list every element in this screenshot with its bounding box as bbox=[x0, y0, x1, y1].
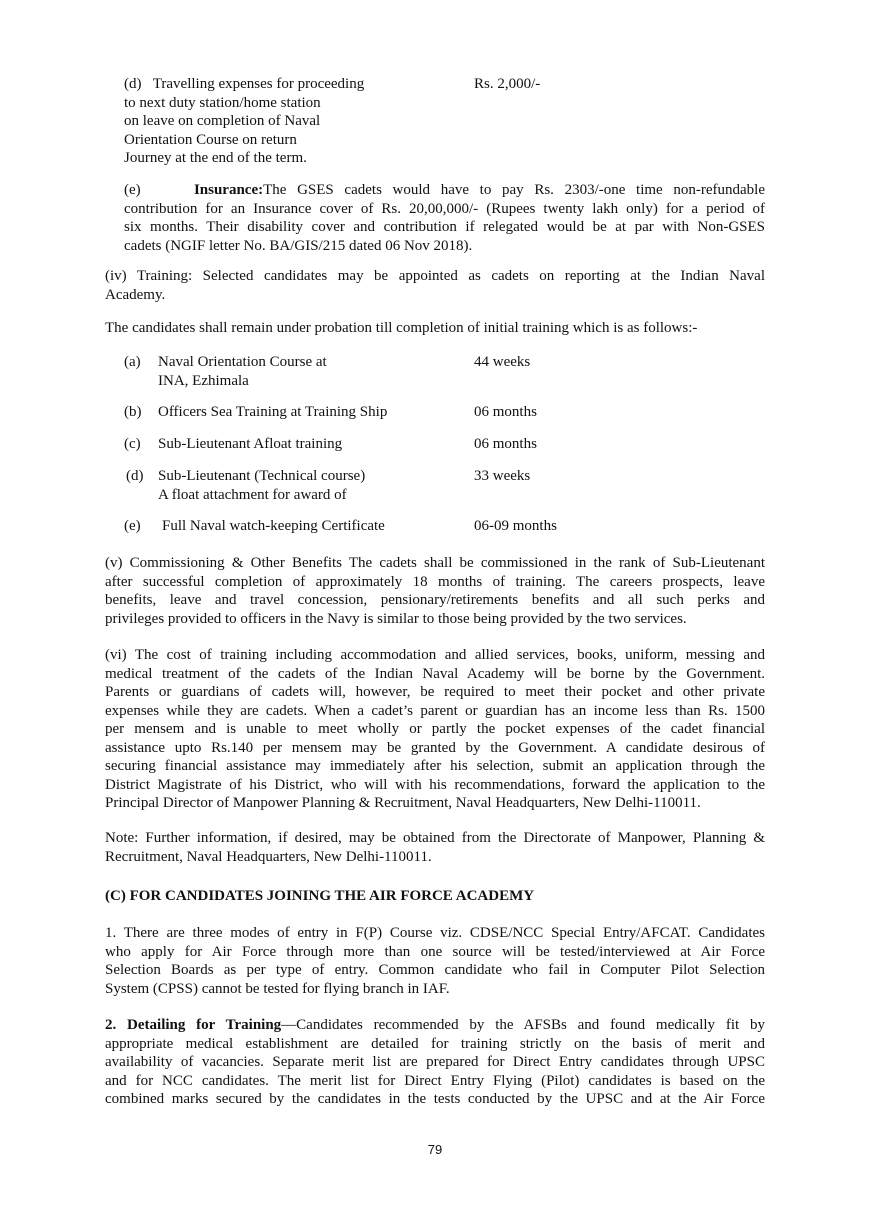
insurance-heading: Insurance: bbox=[193, 182, 264, 198]
row-duration: 44 weeks bbox=[474, 354, 531, 370]
item-d-line: (d) Travelling expenses for proceeding bbox=[124, 76, 365, 92]
row-course: Officers Sea Training at Training Ship bbox=[158, 404, 388, 420]
item-d-label: (d) bbox=[124, 76, 142, 92]
row-course: Sub-Lieutenant (Technical course) A float attachment for award of bbox=[158, 468, 366, 503]
row-label: (b) bbox=[124, 404, 142, 420]
row-course: Naval Orientation Course at INA, Ezhimala bbox=[158, 354, 327, 389]
item-e-insurance: (e) Insurance:The GSES cadets would have to pay Rs. 2303/-one time non-refundable contribution for an Insurance cover of Rs. 20,00,000/- (Rupees twenty lakh only) for a period of six months. Their disability cover and contribution if relegated would be at par with Non-GSES cadets (NGIF letter No. BA/GIS/215 dated 06 Nov 2018). bbox=[124, 182, 765, 254]
training-paragraph: (iv) Training: Selected candidates may be appointed as cadets on reporting at the Indian Naval Academy. bbox=[105, 268, 765, 303]
row-duration: 33 weeks bbox=[474, 468, 531, 484]
item-e-label: (e) bbox=[124, 182, 141, 198]
row-label: (d) bbox=[126, 468, 144, 484]
item-d-amount: Rs. 2,000/- bbox=[474, 76, 541, 92]
cost-paragraph: (vi) The cost of training including accommodation and allied services, books, uniform, messing and medical treatment of the cadets of the Indian Naval Academy will be borne by the Government. Parents or guardians of cadets will, however, be required to meet their pocket and other private expenses while they are cadets. When a cadet’s parent or guardian has an income less than Rs. 1500 per mensem and is unable to meet wholly or partly the pocket expenses of the cadet financial assistance upto Rs.140 per mensem may be granted by the Government. A candidate desirous of securing financial assistance may immediately after his selection, submit an application through the District Magistrate of his District, who will with his recommendations, forward the application to the Principal Director of Manpower Planning & Recruitment, Naval Headquarters, New Delhi-110011. bbox=[105, 647, 765, 811]
note-paragraph: Note: Further information, if desired, may be obtained from the Directorate of Manpower, Planning & Recruitment, Naval Headquarters, New Delhi-110011. bbox=[105, 830, 765, 865]
page-number: 79 bbox=[427, 1142, 443, 1157]
row-duration: 06-09 months bbox=[474, 518, 557, 534]
row-course: Full Naval watch-keeping Certificate bbox=[162, 518, 385, 534]
row-duration: 06 months bbox=[474, 436, 537, 452]
section-c-paragraph-1: 1. There are three modes of entry in F(P) Course viz. CDSE/NCC Special Entry/AFCAT. Candidates who apply for Air Force through more than one source will be tested/interviewed at Air Force Selection Boards as per type of entry. Common candidate who fail in Computer Pilot Selection System (CPSS) cannot be tested for flying branch in IAF. bbox=[105, 925, 765, 997]
row-label: (e) bbox=[124, 518, 141, 534]
row-course: Sub-Lieutenant Afloat training bbox=[158, 436, 343, 452]
item-d-travelling-expenses bbox=[124, 75, 524, 168]
row-label: (a) bbox=[124, 354, 141, 370]
row-label: (c) bbox=[124, 436, 141, 452]
commissioning-paragraph: (v) Commissioning & Other Benefits The cadets shall be commissioned in the rank of Sub-Lieutenant after successful completion of approximately 18 months of training. The careers prospects, leave benefits, leave and travel concession, pensionary/retirements benefits and all such perks and privileges provided to officers in the Navy is similar to those being provided by the two services. bbox=[105, 555, 765, 627]
section-c-paragraph-2: 2. Detailing for Training—Candidates recommended by the AFSBs and found medically fit by appropriate medical establishment are detailed for training strictly on the basis of merit and availability of vacancies. Separate merit list are prepared for Direct Entry candidates through UPSC and for NCC candidates. The merit list for Direct Entry Flying (Pilot) candidates is based on the combined marks secured by the candidates in the tests conducted by the UPSC and at the Air Force bbox=[105, 1017, 765, 1107]
detailing-for-training-heading: 2. Detailing for Training bbox=[105, 1017, 282, 1033]
training-intro: The candidates shall remain under probation till completion of initial training which is as follows:- bbox=[105, 320, 698, 336]
item-d-line: to next duty station/home station bbox=[124, 94, 321, 111]
item-d-line: Orientation Course on return bbox=[124, 131, 297, 148]
item-d-line: Journey at the end of the term. bbox=[124, 150, 307, 166]
item-d-line: on leave on completion of Naval bbox=[124, 113, 321, 129]
section-c-heading: (C) FOR CANDIDATES JOINING THE AIR FORCE ACADEMY bbox=[105, 888, 535, 904]
row-duration: 06 months bbox=[474, 404, 537, 420]
